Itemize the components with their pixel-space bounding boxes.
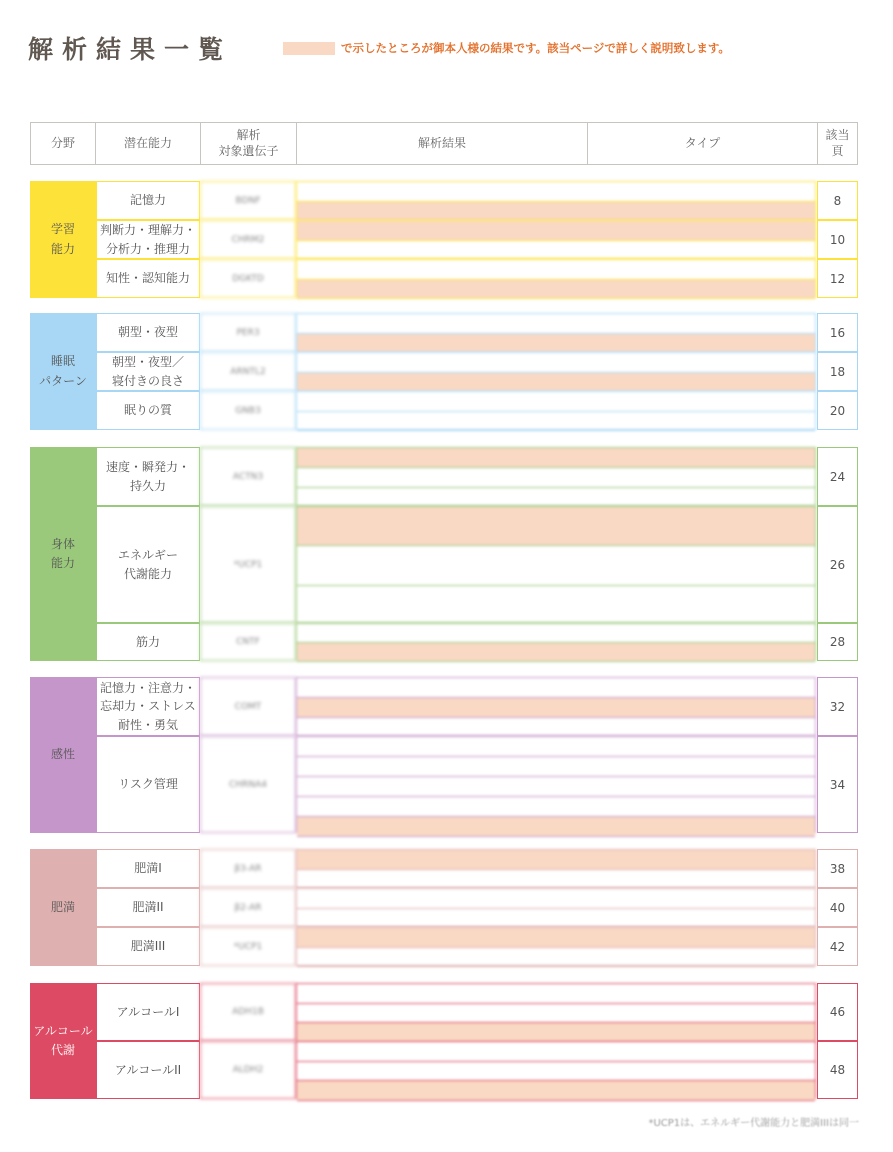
category-cell: 身体 能力 [30, 447, 96, 661]
gene-cell: ALDH2 [200, 1041, 296, 1099]
gene-cell: ARNTL2 [200, 352, 296, 391]
result-subrow [297, 1062, 815, 1082]
header-page: 該当 頁 [817, 122, 858, 165]
header-ability: 潜在能力 [95, 122, 201, 165]
gene-cell: *UCP1 [200, 506, 296, 623]
result-cell [296, 506, 816, 623]
category-cell: 肥満 [30, 849, 96, 966]
result-cell [296, 1041, 816, 1099]
page-number[interactable]: 42 [817, 927, 858, 966]
ability-cell: 知性・認知能力 [96, 259, 200, 298]
result-cell [296, 352, 816, 391]
ability-cell: 肥満II [96, 888, 200, 927]
result-cell [296, 888, 816, 927]
ability-cell: 記憶力・注意力・ 忘却力・ストレス 耐性・勇気 [96, 677, 200, 736]
page-number[interactable]: 40 [817, 888, 858, 927]
result-subrow [297, 507, 815, 546]
result-subrow [297, 280, 815, 300]
result-subrow [297, 643, 815, 662]
header-gene: 解析 対象遺伝子 [200, 122, 297, 165]
result-subrow [297, 468, 815, 488]
ability-cell: 眠りの質 [96, 391, 200, 430]
result-subrow [297, 202, 815, 222]
ability-cell: 速度・瞬発力・ 持久力 [96, 447, 200, 506]
category-cell: アルコール 代謝 [30, 983, 96, 1099]
header-field: 分野 [30, 122, 96, 165]
result-subrow [297, 353, 815, 373]
result-subrow [297, 889, 815, 909]
page-number[interactable]: 28 [817, 623, 858, 661]
header-result: 解析結果 [296, 122, 588, 165]
page-number[interactable]: 20 [817, 391, 858, 430]
gene-cell: ACTN3 [200, 447, 296, 506]
page-number[interactable]: 34 [817, 736, 858, 833]
page-title: 解析結果一覧 [28, 35, 233, 64]
ability-cell: 判断力・理解力・ 分析力・推理力 [96, 220, 200, 259]
result-subrow [297, 260, 815, 280]
result-subrow [297, 412, 815, 432]
result-cell [296, 259, 816, 298]
page-number[interactable]: 12 [817, 259, 858, 298]
result-subrow [297, 241, 815, 261]
result-cell [296, 623, 816, 661]
page-number[interactable]: 10 [817, 220, 858, 259]
result-cell [296, 220, 816, 259]
result-cell [296, 313, 816, 352]
ability-cell: アルコールII [96, 1041, 200, 1099]
result-subrow [297, 392, 815, 412]
result-subrow [297, 817, 815, 837]
ability-cell: 朝型・夜型／ 寝付きの良さ [96, 352, 200, 391]
ability-cell: アルコールI [96, 983, 200, 1041]
result-subrow [297, 1081, 815, 1101]
result-subrow [297, 757, 815, 777]
gene-cell: GNB3 [200, 391, 296, 430]
result-cell [296, 736, 816, 833]
footnote: *UCP1は、エネルギー代謝能力と肥満IIIは同一 [648, 1118, 859, 1129]
ability-cell: 記憶力 [96, 181, 200, 220]
result-subrow [297, 624, 815, 643]
gene-cell: BDNF [200, 181, 296, 220]
page-number[interactable]: 46 [817, 983, 858, 1041]
category-cell: 睡眠 パターン [30, 313, 96, 430]
result-subrow [297, 984, 815, 1004]
result-cell [296, 983, 816, 1041]
result-cell [296, 677, 816, 736]
page-number[interactable]: 32 [817, 677, 858, 736]
result-cell [296, 849, 816, 888]
gene-cell: COMT [200, 677, 296, 736]
result-subrow [297, 718, 815, 738]
result-subrow [297, 373, 815, 393]
header-type: タイプ [587, 122, 818, 165]
result-cell [296, 181, 816, 220]
result-subrow [297, 870, 815, 890]
gene-cell: CHRNA4 [200, 736, 296, 833]
result-subrow [297, 488, 815, 508]
result-subrow [297, 221, 815, 241]
gene-cell: DGKTD [200, 259, 296, 298]
result-subrow [297, 334, 815, 354]
page-number[interactable]: 16 [817, 313, 858, 352]
result-subrow [297, 678, 815, 698]
legend-swatch [283, 42, 335, 55]
result-subrow [297, 448, 815, 468]
ability-cell: 朝型・夜型 [96, 313, 200, 352]
category-cell: 感性 [30, 677, 96, 833]
result-subrow [297, 797, 815, 817]
page-number[interactable]: 8 [817, 181, 858, 220]
ability-cell: 肥満I [96, 849, 200, 888]
ability-cell: 筋力 [96, 623, 200, 661]
gene-cell: PER3 [200, 313, 296, 352]
ability-cell: リスク管理 [96, 736, 200, 833]
result-cell [296, 391, 816, 430]
category-cell: 学習 能力 [30, 181, 96, 298]
ability-cell: エネルギー 代謝能力 [96, 506, 200, 623]
gene-cell: ADH1B [200, 983, 296, 1041]
page-number[interactable]: 48 [817, 1041, 858, 1099]
gene-cell: CNTF [200, 623, 296, 661]
result-subrow [297, 948, 815, 968]
result-subrow [297, 777, 815, 797]
result-subrow [297, 546, 815, 585]
result-subrow [297, 698, 815, 718]
page-number[interactable]: 38 [817, 849, 858, 888]
gene-cell: CHRM2 [200, 220, 296, 259]
result-subrow [297, 909, 815, 929]
result-subrow [297, 737, 815, 757]
result-subrow [297, 1004, 815, 1024]
legend-text: で示したところが御本人様の結果です。該当ページで詳しく説明致します。 [341, 41, 730, 55]
page-number[interactable]: 26 [817, 506, 858, 623]
result-subrow [297, 1042, 815, 1062]
result-subrow [297, 314, 815, 334]
page-number[interactable]: 18 [817, 352, 858, 391]
gene-cell: *UCP1 [200, 927, 296, 966]
result-subrow [297, 182, 815, 202]
ability-cell: 肥満III [96, 927, 200, 966]
result-cell [296, 447, 816, 506]
result-subrow [297, 850, 815, 870]
gene-cell: β3-AR [200, 849, 296, 888]
page-number[interactable]: 24 [817, 447, 858, 506]
result-subrow [297, 928, 815, 948]
result-subrow [297, 586, 815, 625]
result-cell [296, 927, 816, 966]
gene-cell: β2-AR [200, 888, 296, 927]
